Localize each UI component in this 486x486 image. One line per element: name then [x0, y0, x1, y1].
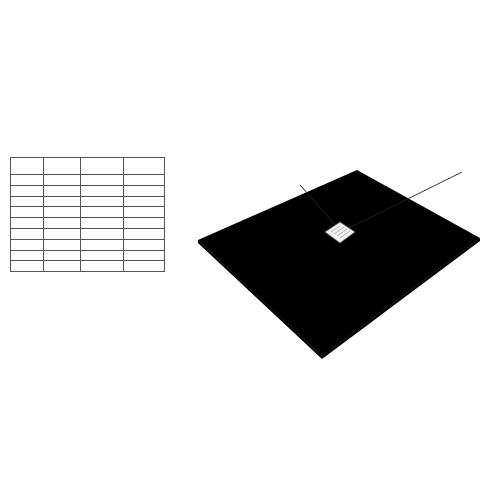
shower-tray-surface	[198, 170, 480, 356]
